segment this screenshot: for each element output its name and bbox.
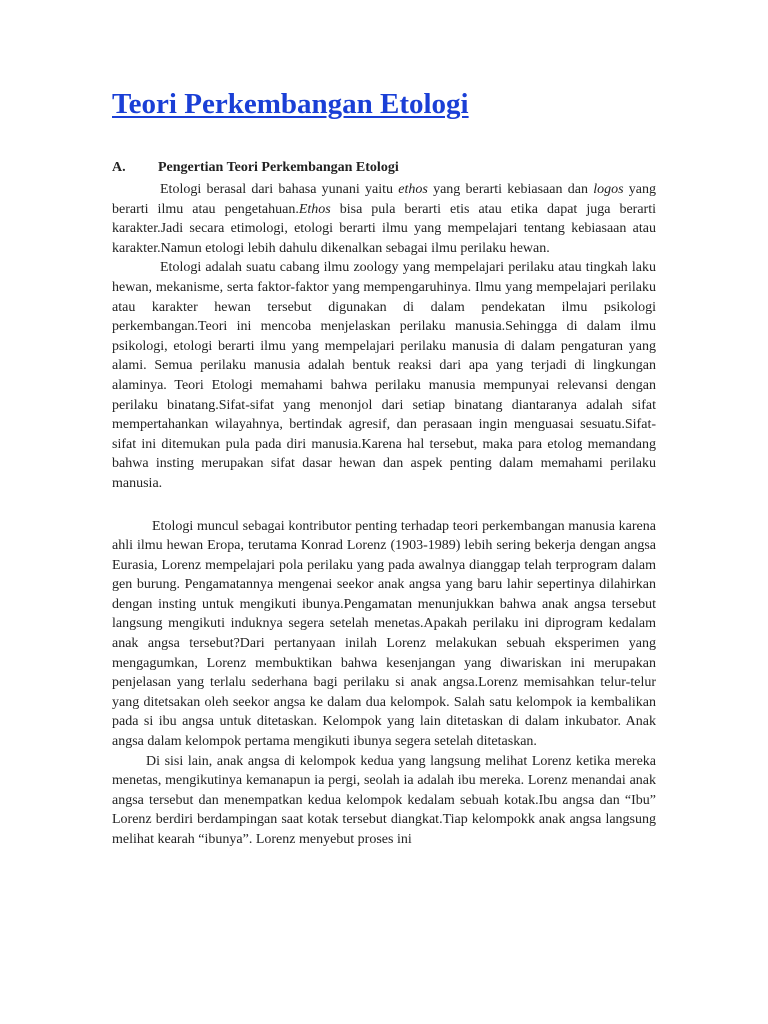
italic-term-logos: logos [593,182,624,197]
section-heading [112,160,399,176]
paragraph-definition: Etologi adalah suatu cabang ilmu zoology yang mempelajari perilaku atau tingkah laku hewan, mekanisme, serta faktor-faktor yang mempengaruhinya. Ilmu yang mempelajari perilaku atau karakter hewan tersebut digunakan di dalam pendekatan ilmu psikologi perkembangan.Teori ini mencoba menjelaskan perilaku manusia.Sehingga di dalam ilmu psikologi, etologi berarti ilmu yang mempelajari perilaku manusia di dalam pengaturan yang alami. Semua perilaku manusia adalah bentuk reaksi dari apa yang terjadi di lingkungan alaminya. Teori Etologi memahami bahwa perilaku manusia mempunyai relevansi dengan perilaku binatang.Sifat-sifat yang menonjol dari setiap binatang diantaranya adalah sifat mempertahankan wilayahnya, bertindak agresif, dan perasaan ingin menguasai sesuatu.Sifat-sifat ini ditemukan pula pada diri manusia.Karena hal tersebut, maka para etolog memandang bahwa insting merupakan sifat dasar hewan dan aspek penting dalam memahami perilaku manusia. [112,260,656,491]
paragraph-spacer [112,494,656,517]
paragraph-text: yang berarti ilmu atau pengetahuan. [112,182,656,217]
paragraph-lorenz-experiment: Etologi muncul sebagai kontributor penting terhadap teori perkembangan manusia karena ahli ilmu hewan Eropa, terutama Konrad Lorenz (1903-1989) lebih sering bekerja dengan angsa Eurasia, Lorenz mempelajari pola perilaku yang pada awalnya dianggap telah terprogram dalam gen burung. Pengamatannya mengenai seekor anak angsa yang baru lahir sepertinya dilahirkan dengan insting untuk mengikuti ibunya.Pengamatan menunjukkan bahwa anak angsa tersebut langsung mengikuti induknya segera setelah menetas.Apakah perilaku ini diprogram kedalam anak angsa tersebut?Dari pertanyaan inilah Lorenz melakukan sebuah eksperimen yang mengagumkan, Lorenz membuktikan bahwa kesenjangan yang diwariskan ini merupakan penjelasan yang terlalu sederhana bagi perilaku si anak angsa.Lorenz memisahkan telur-telur yang ditetsakan oleh seekor angsa ke dalam dua kelompok. Salah satu kelompok ia kembalikan pada si ibu angsa untuk ditetaskan. Kelompok yang lain ditetaskan di dalam inkubator. Anak angsa dalam kelompok pertama mengikuti ibunya segera setelah ditetaskan. [112,518,656,750]
paragraph-text: bisa pula berarti etis atau etika dapat juga berarti karakter.Jadi secara etimologi, etologi berarti ilmu yang mempelajari tentang kebiasaan atau karakter.Namun etologi lebih dahulu dikenalkan sebagai ilmu perilaku hewan. [112,201,656,256]
document-title-link[interactable]: Teori Perkembangan Etologi [112,88,469,120]
section-heading-text: Pengertian Teori Perkembangan Etologi [158,160,399,175]
document-body [112,180,656,850]
paragraph-etymology [112,180,656,258]
italic-term-ethos: ethos [398,182,428,197]
paragraph-text: Etologi berasal dari bahasa yunani yaitu [160,182,399,197]
italic-term-ethos: Ethos [298,201,331,217]
section-number: A. [112,160,126,175]
paragraph-lorenz-result: Di sisi lain, anak angsa di kelompok kedua yang langsung melihat Lorenz ketika mereka menetas, mengikutinya kemanapun ia pergi, seolah ia adalah ibu mereka. Lorenz menandai anak angsa tersebut dan menempatkan kedua kelompok kedalam sebuah kotak.Ibu angsa dan “Ibu” Lorenz berdiri berdampingan saat kotak tersebut diangkat.Tiap kelompokk anak angsa langsung melihat kearah “ibunya”. Lorenz menyebut proses ini [112,753,656,847]
paragraph-text: yang berarti kebiasaan dan [427,182,594,197]
